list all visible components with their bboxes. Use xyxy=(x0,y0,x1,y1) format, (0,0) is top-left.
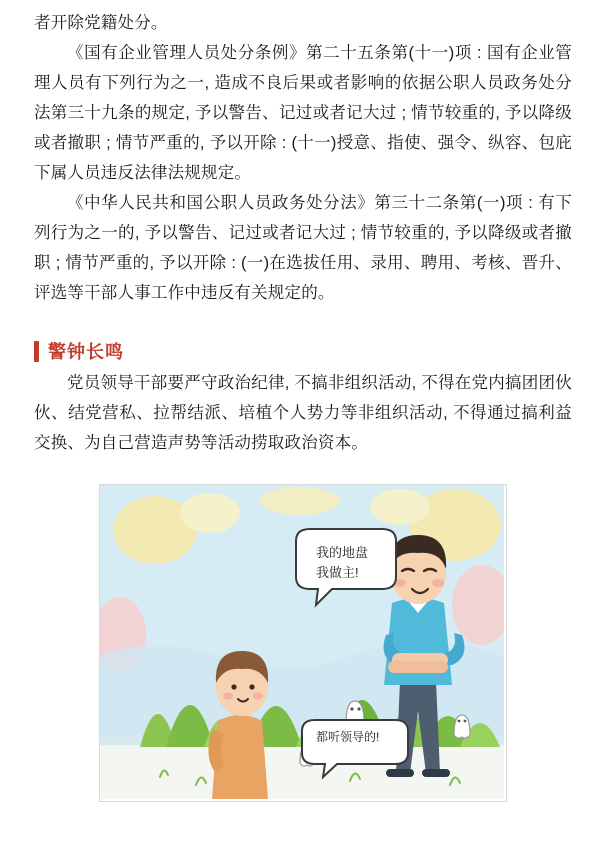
cartoon-illustration xyxy=(99,484,507,802)
section-title: 警钟长鸣 xyxy=(48,342,124,362)
document-page xyxy=(0,8,606,842)
svg-text:我做主!: 我做主! xyxy=(316,565,359,580)
section-heading xyxy=(34,338,572,364)
paragraph-2: 《国有企业管理人员处分条例》第二十五条第(十一)项 : 国有企业管理人员有下列行为之一, 造成不良后果或者影响的依据公职人员政务处分法第三十九条的规定, 予以警告、记过或者记大过 ; 情节较重的, 予以降级或者撤职 ; 情节严重的, 予以开除 : (十一)授意、指使、强令、纵容、包庇下属人员违反法律法规规定。 xyxy=(34,44,572,182)
paragraph-3: 《中华人民共和国公职人员政务处分法》第三十二条第(一)项 : 有下列行为之一的, 予以警告、记过或者记大过 ; 情节较重的, 予以降级或者撤职 ; 情节严重的, 予以开除 : (一)在选拔任用、录用、聘用、考核、晋升、评选等干部人事工作中违反有关规定的。 xyxy=(34,194,572,302)
section-accent-bar xyxy=(34,341,39,362)
paragraph-4: 党员领导干部要严守政治纪律, 不搞非组织活动, 不得在党内搞团团伙伙、结党营私、拉帮结派、培植个人势力等非组织活动, 不得通过搞利益交换、为自己营造声势等活动捞取政治资本。 xyxy=(34,374,572,452)
paragraph-1: 者开除党籍处分。 xyxy=(34,14,168,32)
svg-text:我的地盘: 我的地盘 xyxy=(316,545,369,560)
illustration-container xyxy=(34,484,572,802)
svg-text:都听领导的!: 都听领导的! xyxy=(316,730,380,744)
